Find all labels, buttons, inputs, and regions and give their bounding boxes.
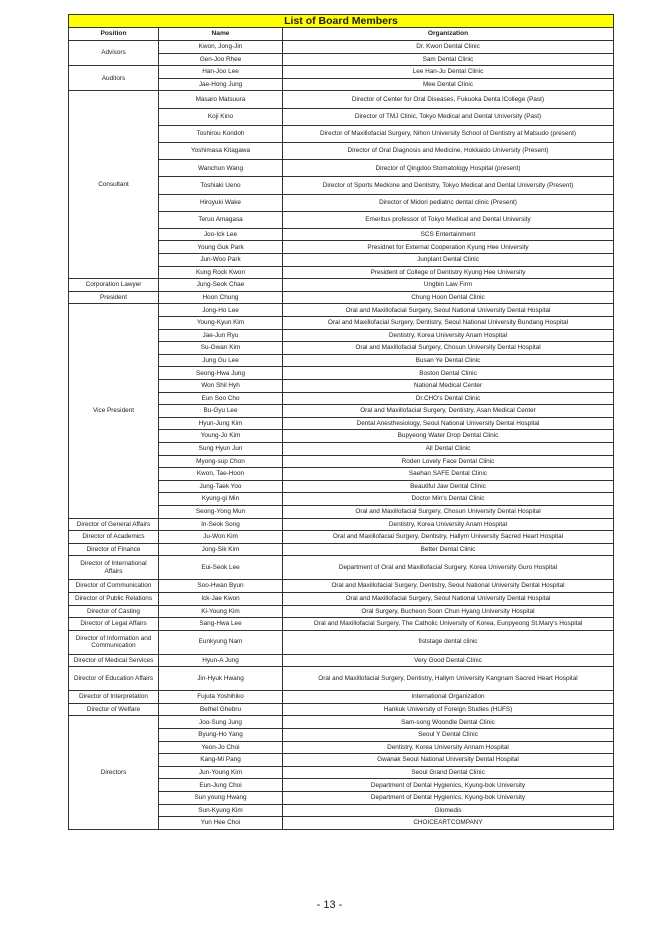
organization-cell: Dentistry, Korea University Annam Hospital	[283, 741, 614, 754]
position-cell: Vice President	[69, 304, 159, 518]
organization-cell: Beautiful Jaw Dental Clinic	[283, 480, 614, 493]
name-cell: Toshirou Kondoh	[159, 125, 283, 142]
name-cell: Ju-Won Kim	[159, 531, 283, 544]
title-row	[69, 15, 614, 28]
organization-cell: Oral and Maxillofacial Surgery, Dentistry, Hallym University Kangnam Sacred Heart Hospital	[283, 667, 614, 691]
name-cell: Sun-Kyung Kim	[159, 804, 283, 817]
name-cell: Jun-Young Kim	[159, 766, 283, 779]
table-row	[69, 41, 614, 54]
organization-cell: Gwanak Seoul National University Dental Hospital	[283, 754, 614, 767]
position-cell: Director of Academics	[69, 531, 159, 544]
organization-cell: Oral and Maxillofacial Surgery, Seoul National University Dental Hospital	[283, 304, 614, 317]
table-row	[69, 556, 614, 580]
name-cell: Joo-Ick Lee	[159, 228, 283, 241]
table-row	[69, 531, 614, 544]
name-cell: Jae-Hong Jung	[159, 78, 283, 91]
name-cell: Gen-Joo Rhee	[159, 53, 283, 66]
organization-cell: Sam-song Woondle Dental Clinic	[283, 716, 614, 729]
table-row	[69, 291, 614, 304]
table-row	[69, 580, 614, 593]
organization-cell: Oral Surgery, Bucheon Soon Chun Hyang University Hospital	[283, 605, 614, 618]
position-cell: Advisors	[69, 41, 159, 66]
organization-cell: National Medical Center	[283, 380, 614, 393]
organization-cell: Dr. Kwon Dental Clinic	[283, 41, 614, 54]
organization-header: Organization	[283, 28, 614, 41]
name-cell: Teruo Amagasa	[159, 211, 283, 228]
name-cell: Masaro Matsuura	[159, 91, 283, 108]
name-cell: Eun-Jung Choi	[159, 779, 283, 792]
name-cell: Eunkyung Nam	[159, 630, 283, 654]
table-row	[69, 66, 614, 79]
table-row	[69, 654, 614, 667]
name-cell: Joo-Sung Jung	[159, 716, 283, 729]
organization-cell: Oral and Maxillofacial Surgery, The Catholic University of Korea, Eunpyeong St.Mary's Hospital	[283, 618, 614, 631]
organization-cell: Director of Maxillofacial Surgery, Nihon University School of Dentistry at Matsudo (present)	[283, 125, 614, 142]
organization-cell: Bupyeong Water Drop Dental Clinic	[283, 430, 614, 443]
name-cell: Seong-Hwa Jung	[159, 367, 283, 380]
organization-cell: Oral and Maxillofacial Surgery, Dentistry, Seoul National University Bundang Hospital	[283, 317, 614, 330]
table-row	[69, 279, 614, 292]
organization-cell: Director of Oral Diagnosis and Medicine, Hokkaido University (Present)	[283, 142, 614, 159]
name-cell: Jong-Sik Kim	[159, 543, 283, 556]
name-cell: Jong-Ho Lee	[159, 304, 283, 317]
organization-cell: CHOICEARTCOMPANY	[283, 817, 614, 830]
name-cell: Kang-Mi Pang	[159, 754, 283, 767]
organization-cell: Lee Han-Ju Dental Clinic	[283, 66, 614, 79]
organization-cell: Saehan SAFE Dental Clinic	[283, 468, 614, 481]
organization-cell: Director of Qingdoo Stomatology Hospital (present)	[283, 160, 614, 177]
name-cell: Toshiaki Ueno	[159, 177, 283, 194]
position-cell: Director of Finance	[69, 543, 159, 556]
name-cell: Hoon Chung	[159, 291, 283, 304]
organization-cell: Chung Hoon Dental Clinic	[283, 291, 614, 304]
name-cell: Kung Rock Kwon	[159, 266, 283, 279]
position-cell: Director of Medical Services	[69, 654, 159, 667]
organization-cell: Oral and Maxillofacial Surgery, Chosun University Dental Hospital	[283, 505, 614, 518]
name-cell: Koji Kino	[159, 108, 283, 125]
organization-cell: Roden Lovely Face Dental Clinic	[283, 455, 614, 468]
organization-cell: Boston Dental Clinic	[283, 367, 614, 380]
position-cell: President	[69, 291, 159, 304]
organization-cell: Junplant Dental Clinic	[283, 254, 614, 267]
organization-cell: President of College of Dentistry Kyung Hee University	[283, 266, 614, 279]
header-row	[69, 28, 614, 41]
organization-cell: Busan Ye Dental Clinic	[283, 354, 614, 367]
organization-cell: Emeritus professor of Tokyo Medical and Dental University	[283, 211, 614, 228]
organization-cell: Department of Oral and Maxillofacial Surgery, Korea University Guro Hospital	[283, 556, 614, 580]
position-cell: Director of Welfare	[69, 703, 159, 716]
name-cell: Young-Jo Kim	[159, 430, 283, 443]
organization-cell: fiststage dental clinic	[283, 630, 614, 654]
name-cell: Eun Soo Cho	[159, 392, 283, 405]
organization-cell: Seoul Y Dental Clinic	[283, 729, 614, 742]
organization-cell: All Dental Clinic	[283, 442, 614, 455]
position-cell: Corporation Lawyer	[69, 279, 159, 292]
name-cell: Wanchun Wang	[159, 160, 283, 177]
table-row	[69, 716, 614, 729]
organization-cell: Presidnet for External Cooperation Kyung Hee University	[283, 241, 614, 254]
table-body	[69, 41, 614, 830]
table-row	[69, 543, 614, 556]
name-cell: Sun young Hwang	[159, 792, 283, 805]
name-cell: Fujuta Yoshihiko	[159, 691, 283, 704]
position-cell: Director of Information and Communication	[69, 630, 159, 654]
organization-cell: International Organization	[283, 691, 614, 704]
name-cell: Yeon-Jo Choi	[159, 741, 283, 754]
name-cell: Ki-Young Kim	[159, 605, 283, 618]
table-row	[69, 703, 614, 716]
position-cell: Director of Communication	[69, 580, 159, 593]
name-header: Name	[159, 28, 283, 41]
board-members-table	[68, 14, 614, 830]
table-row	[69, 630, 614, 654]
name-cell: Hiroyuki Wake	[159, 194, 283, 211]
name-cell: Jung-Taek Yoo	[159, 480, 283, 493]
name-cell: Yun Hee Choi	[159, 817, 283, 830]
name-cell: Bethel Ghebru	[159, 703, 283, 716]
name-cell: Young-Kyun Kim	[159, 317, 283, 330]
organization-cell: Very Good Dental Clinic	[283, 654, 614, 667]
table-row	[69, 618, 614, 631]
name-cell: Kwon, Tae-Hoon	[159, 468, 283, 481]
name-cell: Soo-Hwan Byun	[159, 580, 283, 593]
position-cell: Director of Public Relations	[69, 592, 159, 605]
name-cell: Jung Gu Lee	[159, 354, 283, 367]
organization-cell: Department of Dental Hygienics, Kyung-bok University	[283, 792, 614, 805]
organization-cell: Glomedis	[283, 804, 614, 817]
organization-cell: Dentistry, Korea University Anam Hospital	[283, 329, 614, 342]
table-row	[69, 518, 614, 531]
organization-cell: Mee Dental Clinic	[283, 78, 614, 91]
name-cell: Myong-sup Chon	[159, 455, 283, 468]
organization-cell: Dr.CHO's Dental Clinic	[283, 392, 614, 405]
organization-cell: Doctor Min's Dental Clinic	[283, 493, 614, 506]
position-cell: Director of Education Affairs	[69, 667, 159, 691]
name-cell: Kwon, Jong-Jin	[159, 41, 283, 54]
table-row	[69, 667, 614, 691]
name-cell: Eui-Seok Lee	[159, 556, 283, 580]
name-cell: Jun-Woo Park	[159, 254, 283, 267]
position-header: Position	[69, 28, 159, 41]
position-cell: Consultant	[69, 91, 159, 279]
organization-cell: Director of Sports Medicine and Dentistry, Tokyo Medical and Dental University (Present)	[283, 177, 614, 194]
name-cell: Byung-Ho Yang	[159, 729, 283, 742]
organization-cell: Sam Dental Clinic	[283, 53, 614, 66]
page-number: - 13 -	[316, 899, 343, 911]
organization-cell: Department of Dental Hygienics, Kyung-bok University	[283, 779, 614, 792]
name-cell: Jae-Jun Ryu	[159, 329, 283, 342]
table-row	[69, 691, 614, 704]
position-cell: Director of General Affairs	[69, 518, 159, 531]
name-cell: In-Seok Song	[159, 518, 283, 531]
position-cell: Director of Interpretation	[69, 691, 159, 704]
name-cell: Hyun-Jung Kim	[159, 417, 283, 430]
name-cell: Hyun-A Jung	[159, 654, 283, 667]
name-cell: Bu-Gyu Lee	[159, 405, 283, 418]
table-row	[69, 605, 614, 618]
organization-cell: Director of Center for Oral Diseases, Fukuoka Denta lCollege (Past)	[283, 91, 614, 108]
name-cell: Su-Gwan Kim	[159, 342, 283, 355]
name-cell: Yoshimasa Kitagawa	[159, 142, 283, 159]
position-cell: Directors	[69, 716, 159, 829]
organization-cell: Oral and Maxillofacial Surgery, Dentistry, Asan Medical Center	[283, 405, 614, 418]
table-row	[69, 592, 614, 605]
name-cell: Kyung-gi Min	[159, 493, 283, 506]
organization-cell: Dental Anesthesiology, Seoul National University Dental Hospital	[283, 417, 614, 430]
organization-cell: Oral and Maxillofacial Surgery, Chosun University Dental Hospital	[283, 342, 614, 355]
organization-cell: Oral and Maxillofacial Surgery, Dentistry, Hallym University Sacred Heart Hospital	[283, 531, 614, 544]
name-cell: Sang-Hwa Lee	[159, 618, 283, 631]
name-cell: Jung-Seok Chae	[159, 279, 283, 292]
position-cell: Director of Casting	[69, 605, 159, 618]
name-cell: Seong-Yong Mun	[159, 505, 283, 518]
organization-cell: Better Dental Clinic	[283, 543, 614, 556]
organization-cell: Ungbin Law Firm	[283, 279, 614, 292]
name-cell: Ick-Jae Kwon	[159, 592, 283, 605]
table-title: List of Board Members	[69, 15, 614, 28]
name-cell: Jin-Hyuk Hwang	[159, 667, 283, 691]
organization-cell: Dentistry, Korea University Anam Hospital	[283, 518, 614, 531]
organization-cell: Hankuk University of Foreign Studies (HUFS)	[283, 703, 614, 716]
name-cell: Won Shil Hyh	[159, 380, 283, 393]
table-row	[69, 91, 614, 108]
position-cell: Director of International Affairs	[69, 556, 159, 580]
table-row	[69, 304, 614, 317]
name-cell: Young Guk Park	[159, 241, 283, 254]
organization-cell: Oral and Maxillofacial Surgery, Seoul National University Dental Hospital	[283, 592, 614, 605]
organization-cell: Director of Midori pediatric dental clinic (Present)	[283, 194, 614, 211]
name-cell: Sung Hyun Jun	[159, 442, 283, 455]
organization-cell: Seoul Grand Dental Clinic	[283, 766, 614, 779]
position-cell: Auditors	[69, 66, 159, 91]
organization-cell: SCS Entertainment	[283, 228, 614, 241]
position-cell: Director of Legal Affairs	[69, 618, 159, 631]
organization-cell: Director of TMJ Clinic, Tokyo Medical and Dental University (Past)	[283, 108, 614, 125]
name-cell: Han-Joo Lee	[159, 66, 283, 79]
organization-cell: Oral and Maxillofacial Surgery, Dentistry, Seoul National University Dental Hospital	[283, 580, 614, 593]
